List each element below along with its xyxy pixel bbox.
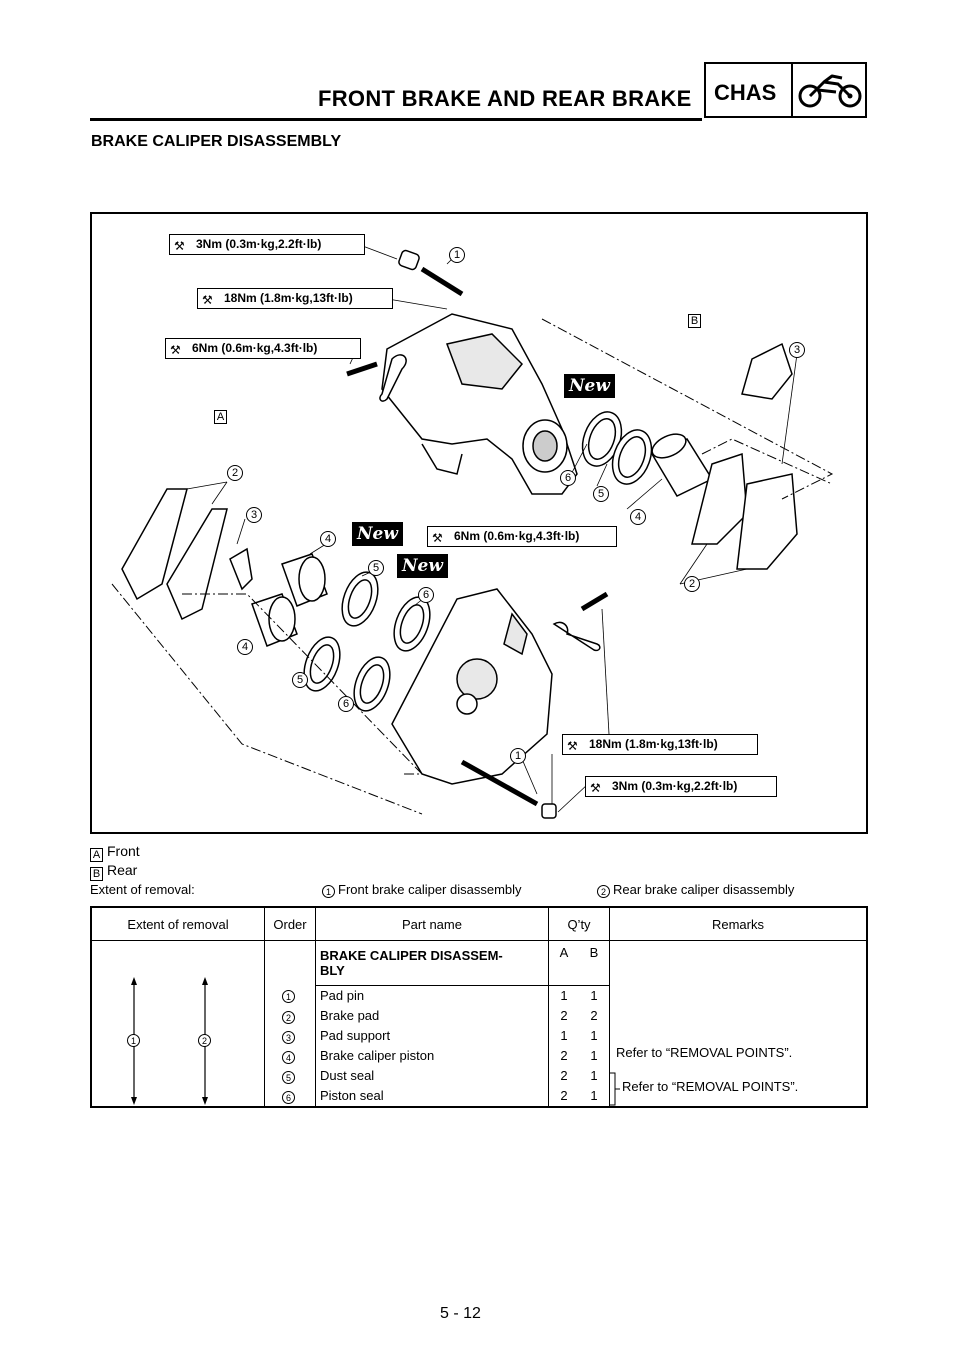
- torque-value: 18Nm (1.8m·kg,13ft·lb): [224, 291, 353, 305]
- part-name: Brake caliper piston: [320, 1048, 435, 1063]
- legend-text: Front: [107, 843, 140, 859]
- torque-label: [165, 338, 361, 359]
- col-extent: Extent of removal: [91, 907, 265, 941]
- torque-wrench-icon: ⚒: [432, 531, 443, 545]
- qty-b-header: B: [579, 941, 610, 986]
- view-letter-front: A: [214, 410, 227, 424]
- table-group-row: [91, 941, 867, 986]
- col-part-name: Part name: [316, 907, 549, 941]
- qty-b: 1: [590, 1048, 598, 1063]
- extent-cell: [91, 941, 265, 1107]
- order-number: 1: [282, 990, 295, 1003]
- torque-value: 3Nm (0.3m·kg,2.2ft·lb): [612, 779, 738, 793]
- view-letter-rear: B: [688, 314, 701, 328]
- part-name: Pad pin: [320, 988, 365, 1003]
- extent-marker: 1: [127, 1034, 140, 1047]
- callout-6: 6: [338, 696, 354, 712]
- legend-item-front: [90, 843, 140, 862]
- motorcycle-icon: [796, 70, 864, 112]
- qty-b: 1: [590, 1028, 598, 1043]
- extent-marker: 2: [198, 1034, 211, 1047]
- order-number: 6: [282, 1091, 295, 1104]
- exploded-diagram: [90, 212, 868, 834]
- extent-number: 2: [597, 885, 610, 898]
- table-header-row: [91, 907, 867, 941]
- callout-1: 1: [510, 748, 526, 764]
- order-number: 5: [282, 1071, 295, 1084]
- torque-wrench-icon: ⚒: [567, 739, 578, 753]
- extent-arrows: [92, 941, 262, 1111]
- legend-item-rear: [90, 862, 137, 881]
- callout-1: 1: [449, 247, 465, 263]
- remarks-cell: [610, 941, 868, 1107]
- torque-wrench-icon: ⚒: [590, 781, 601, 795]
- torque-value: 6Nm (0.6m·kg,4.3ft·lb): [192, 341, 318, 355]
- qty-b: 1: [590, 1068, 598, 1083]
- qty-a: 1: [549, 1026, 580, 1046]
- header-rule: [90, 118, 702, 121]
- torque-value: 6Nm (0.6m·kg,4.3ft·lb): [454, 529, 580, 543]
- callout-5: 5: [593, 486, 609, 502]
- col-qty: Q’ty: [549, 907, 610, 941]
- qty-a: 1: [549, 985, 580, 1006]
- extent-text: Rear brake caliper disassembly: [613, 882, 795, 897]
- extent-label: Extent of removal:: [90, 882, 195, 897]
- qty-b: 1: [590, 1088, 598, 1103]
- order-number: 3: [282, 1031, 295, 1044]
- page-number: 5 - 12: [440, 1305, 481, 1322]
- torque-label: [197, 288, 393, 309]
- callout-3: 3: [246, 507, 262, 523]
- torque-value: 3Nm (0.3m·kg,2.2ft·lb): [196, 237, 322, 251]
- group-title: BRAKE CALIPER DISASSEM- BLY: [316, 941, 549, 986]
- col-order: Order: [265, 907, 316, 941]
- torque-label: [169, 234, 365, 255]
- torque-label: [562, 734, 758, 755]
- callout-5: 5: [292, 672, 308, 688]
- parts-table: [90, 906, 868, 1108]
- qty-a: 2: [549, 1046, 580, 1066]
- order-number: 4: [282, 1051, 295, 1064]
- remark-text: Refer to “REMOVAL POINTS”.: [616, 1045, 793, 1060]
- part-name: Piston seal: [320, 1088, 384, 1103]
- torque-wrench-icon: ⚒: [170, 343, 181, 357]
- callout-6: 6: [560, 470, 576, 486]
- new-part-tag: New: [564, 374, 615, 398]
- remark-text-bracket: Refer to “REMOVAL POINTS”.: [622, 1079, 799, 1094]
- legend-letter: A: [90, 848, 103, 862]
- part-name: Dust seal: [320, 1068, 375, 1083]
- new-part-tag: New: [397, 554, 448, 578]
- qty-a: 2: [549, 1066, 580, 1086]
- extent-item-2: [597, 882, 794, 898]
- extent-item-1: [322, 882, 522, 898]
- part-name: Pad support: [320, 1028, 391, 1043]
- callout-2: 2: [227, 465, 243, 481]
- extent-number: 1: [322, 885, 335, 898]
- qty-a: 2: [549, 1006, 580, 1026]
- legend-letter: B: [90, 867, 103, 881]
- section-title: BRAKE CALIPER DISASSEMBLY: [91, 133, 342, 150]
- torque-wrench-icon: ⚒: [174, 239, 185, 253]
- new-part-tag: New: [352, 522, 403, 546]
- callout-3: 3: [789, 342, 805, 358]
- extent-text: Front brake caliper disassembly: [338, 882, 522, 897]
- order-number: 2: [282, 1011, 295, 1024]
- qty-b: 1: [590, 988, 598, 1003]
- torque-label: [427, 526, 617, 547]
- page-header-title: FRONT BRAKE AND REAR BRAKE: [318, 86, 692, 111]
- callout-4: 4: [630, 509, 646, 525]
- qty-a: 2: [549, 1086, 580, 1107]
- callout-5: 5: [368, 560, 384, 576]
- torque-label: [585, 776, 777, 797]
- callout-6: 6: [418, 587, 434, 603]
- section-badge-divider: [791, 62, 793, 118]
- torque-value: 18Nm (1.8m·kg,13ft·lb): [589, 737, 718, 751]
- section-badge-label: CHAS: [714, 80, 777, 105]
- part-name: Brake pad: [320, 1008, 380, 1023]
- col-remarks: Remarks: [610, 907, 868, 941]
- torque-wrench-icon: ⚒: [202, 293, 213, 307]
- callout-4: 4: [320, 531, 336, 547]
- qty-b: 2: [590, 1008, 598, 1023]
- remark-bracket: [610, 1069, 620, 1109]
- callout-4: 4: [237, 639, 253, 655]
- qty-a-header: A: [549, 941, 580, 986]
- callout-2: 2: [684, 576, 700, 592]
- order-cell: [265, 941, 316, 986]
- legend-text: Rear: [107, 862, 138, 878]
